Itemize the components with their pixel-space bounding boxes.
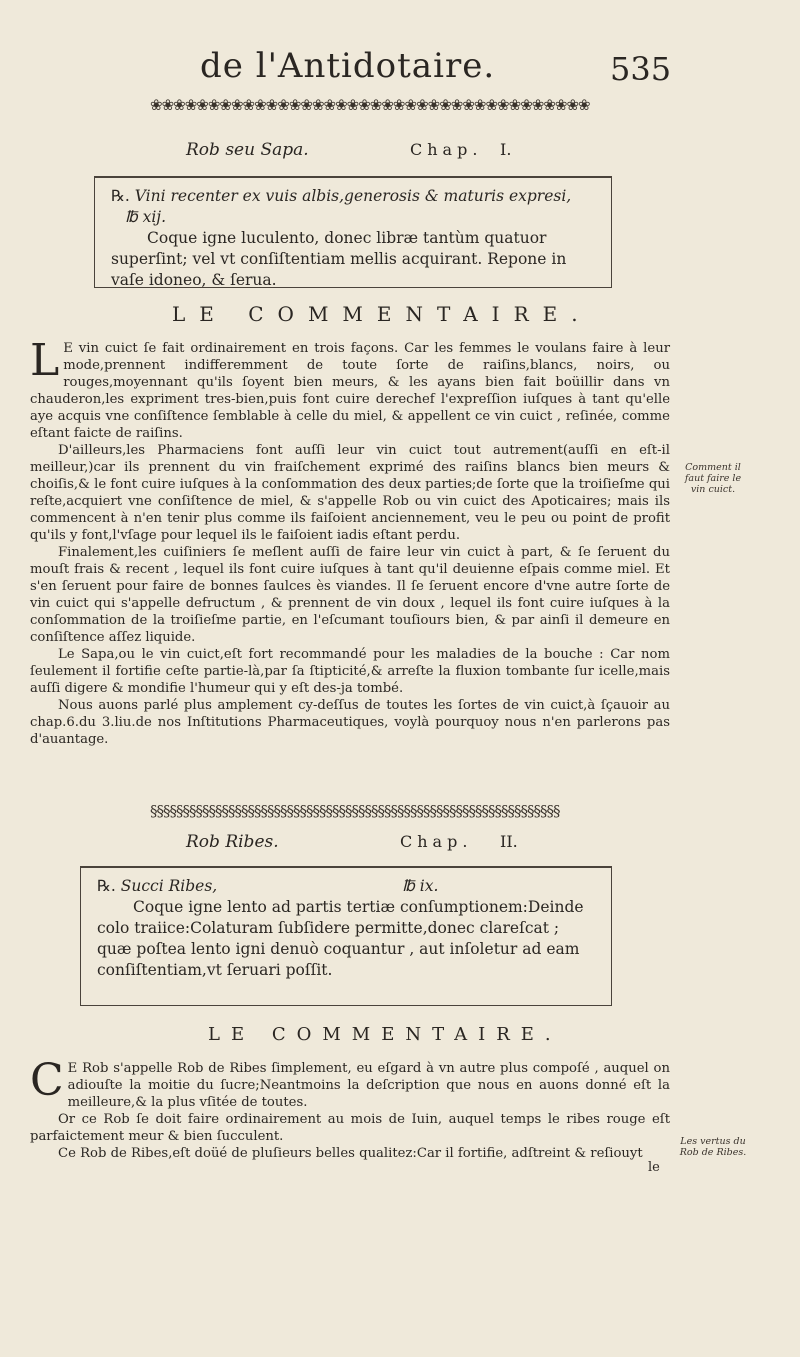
- running-head: [0, 44, 800, 94]
- commentary-paragraph: Finalement,les cuiſiniers ſe meſlent auſſi de faire leur vin cuict à part, & ſe ſeruent du mouſt frais & recent , lequel ils font cuire iuſques à tant qu'il deuienne eſpais comme miel. Et s'en ſeruent pour faire de bonnes ſaulces ès viandes. Il ſe ſeruent encore d'vne autre ſorte de vin cuict qui s'appelle defructum , & prennent de vin doux , lequel ils font cuire iuſques à la conſommation de la troiſieſme partie, en l'eſcumant touſiours bien, & par ainſi il demeure en conſiſtence aſſez liquide.: [30, 545, 670, 645]
- margin-note-1: Comment il faut faire le vin cuict.: [684, 462, 742, 495]
- chapter-2-recipe-line: [97, 876, 597, 897]
- recipe-ingredient: Succi Ribes,: [120, 877, 218, 895]
- recipe-ingredient: Vini recenter ex vuis albis,generosis & maturis expresi,: [134, 187, 572, 205]
- commentary-paragraph: Le Sapa,ou le vin cuict,eſt fort recommandé pour les maladies de la bouche : Car nom ſeulement il fortifie ceſte partie-là,par ſa ſtipticité,& arreſte la fluxion tombante ſur icelle,mais auſſi digere & mondifie l'humeur qui y eſt des-ja tombé.: [30, 647, 670, 696]
- commentary-paragraph: [30, 335, 670, 442]
- chapter-1-recipe-line: [111, 186, 597, 228]
- commentary-paragraph: [30, 1055, 670, 1111]
- drop-cap: C: [30, 1055, 64, 1106]
- drop-cap: L: [30, 335, 60, 386]
- chapter-1-title: Rob seu Sapa.: [186, 140, 309, 160]
- commentary-paragraph: Or ce Rob ſe doit faire ordinairement au mois de Iuin, auquel temps le ribes rouge eſt parfaictement meur & bien ſucculent.: [30, 1112, 670, 1144]
- chapter-2-commentary: [30, 1055, 670, 1162]
- chapter-1-heading: [0, 140, 800, 166]
- commentary-paragraph: Nous auons parlé plus amplement cy-deſſus de toutes les ſortes de vin cuict,à ſçauoir au chap.6.du 3.liu.de nos Inſtitutions Pharmaceutiques, voylà pourquoy nous n'en parlerons pas d'auantage.: [30, 698, 670, 747]
- running-title: de l'Antidotaire.: [200, 46, 496, 86]
- top-ornament-band: ❀❀❀❀❀❀❀❀❀❀❀❀❀❀❀❀❀❀❀❀❀❀❀❀❀❀❀❀❀❀❀❀❀❀❀❀❀❀: [150, 96, 590, 114]
- commentary-heading-1: LE COMMENTAIRE.: [172, 302, 592, 326]
- recipe-instructions: Coque igne lento ad partis tertiæ conſumptionem:Deinde colo traiice:Colaturam ſubſidere permitte,donec clareſcat ; quæ poſtea lento igni denuò coquantur , aut inſoletur ad eam conſiſtentiam,vt ſeruari poſſit.: [97, 898, 584, 979]
- paragraph-text: E Rob s'appelle Rob de Ribes ſimplement, eu eſgard à vn autre plus compoſé , auquel on adiouſte la moitie du ſucre;Neantmoins la deſcription que nous en auons donné eſt la meilleure,& la plus vſitée de toutes.: [67, 1061, 670, 1110]
- page-number: 535: [610, 50, 672, 88]
- commentary-heading-2: LE COMMENTAIRE.: [208, 1024, 562, 1045]
- paragraph-text: E vin cuict ſe fait ordinairement en trois façons. Car les femmes le voulans faire à leur mode,prennent indifferemment de toute ſorte de raiſins,blancs, noirs, ou rouges,moyennant qu'ils ſoyent bien meurs, & les ayans bien fait boüillir dans vn chauderon,les expriment tres-bien,puis font cuire derechef l'expreſſion iuſques à tant qu'elle aye acquis vne conſiſtence ſemblable à celle du miel, & appellent ce vin cuict , reſinée, comme eſtant faicte de raiſins.: [30, 341, 670, 441]
- middle-ornament-band: §§§§§§§§§§§§§§§§§§§§§§§§§§§§§§§§§§§§§§§§§§§§§§§§§§§§§§§§§§§§§§§: [150, 802, 560, 820]
- chapter-1-number: I.: [500, 140, 512, 159]
- chapter-1-label: Chap.: [410, 140, 483, 159]
- chapter-2-recipe-box: [80, 866, 612, 1006]
- catchword: le: [648, 1160, 660, 1175]
- chapter-2-title: Rob Ribes.: [186, 832, 279, 852]
- recipe-quantity: ℔ xij.: [125, 208, 167, 226]
- commentary-paragraph: D'ailleurs,les Pharmaciens font auſſi leur vin cuict tout autrement(auſſi en eſt-il meilleur,)car ils prennent du vin fraiſchement exprimé des raiſins blancs bien meurs & choiſis,& le font cuire iuſques à la conſommation des deux parties;de ſorte que la troiſieſme qui reſte,acquiert vne conſiſtence de miel, & s'appelle Rob ou vin cuict des Apoticaires; mais ils commencent à n'en tenir plus comme ils faiſoient anciennement, veu le peu ou point de profit qu'ils y font,l'vſage pour lequel ils le faiſoient iadis eſtant perdu.: [30, 443, 670, 543]
- commentary-paragraph: Ce Rob de Ribes,eſt doüé de pluſieurs belles qualitez:Car il fortifie, adſtreint & reſiouyt: [58, 1146, 643, 1161]
- recipe-quantity: ℔ ix.: [402, 877, 439, 895]
- chapter-2-heading: [0, 832, 800, 858]
- chapter-1-commentary: [30, 335, 670, 748]
- chapter-2-label: Chap.: [400, 832, 473, 851]
- rx-symbol: ℞.: [111, 187, 130, 205]
- rx-symbol: ℞.: [97, 877, 116, 895]
- chapter-2-number: II.: [500, 832, 518, 851]
- margin-note-2: Les vertus du Rob de Ribes.: [679, 1136, 747, 1158]
- recipe-instructions: Coque igne luculento, donec libræ tantùm quatuor superſint; vel vt conſiſtentiam mellis acquirant. Repone in vaſe idoneo, & ſerua.: [111, 229, 567, 289]
- chapter-1-recipe-box: [94, 176, 612, 288]
